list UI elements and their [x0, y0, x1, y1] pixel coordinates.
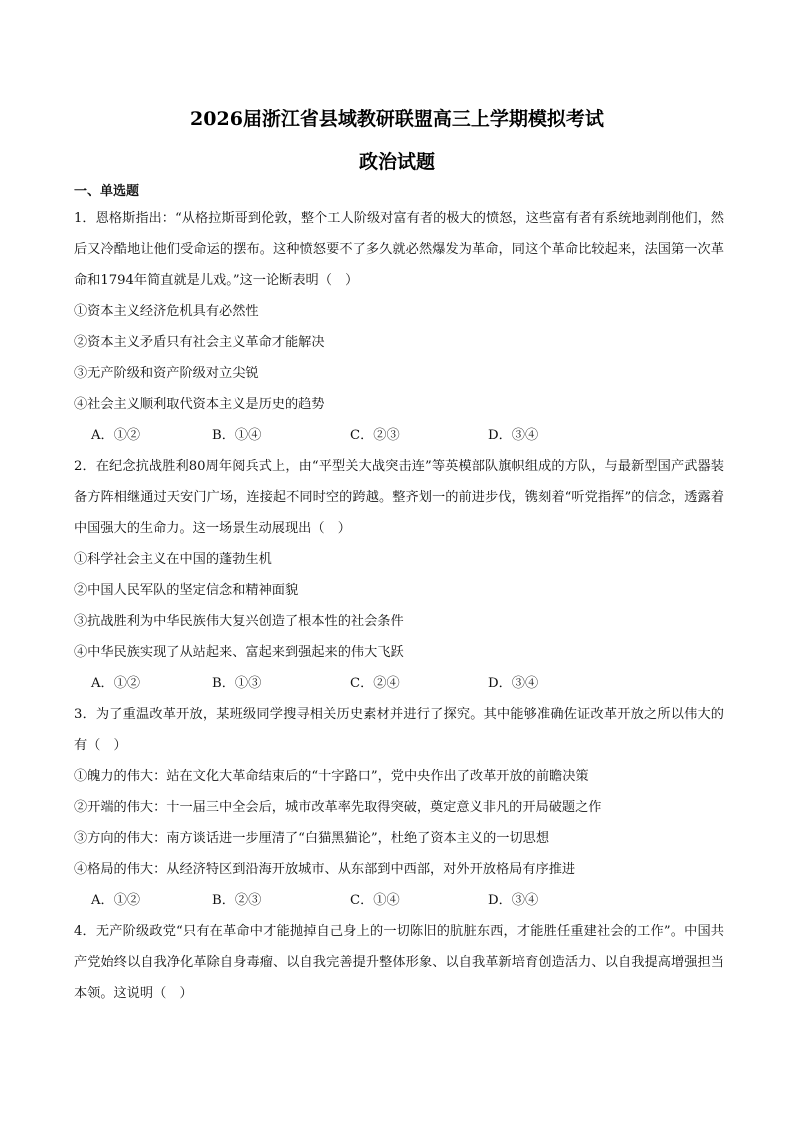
statement-item: ①科学社会主义在中国的蓬勃生机 — [74, 552, 272, 567]
question-stem: 4．无产阶级政党“只有在革命中才能抛掉自己身上的一切陈旧的肮脏东西，才能胜任重建社会的工作”。中国共产党始终以自我净化革除自身毒瘤、以自我完善提升整体形象、以自我革新培育创造活力、以自我提高增强担当本领。这说明（ ） — [74, 924, 724, 1001]
statement-item: ①资本主义经济危机具有必然性 — [74, 304, 259, 319]
statement-item: ④格局的伟大：从经济特区到沿海开放城市、从东部到中西部，对外开放格局有序推进 — [74, 862, 576, 877]
statement-item: ④中华民族实现了从站起来、富起来到强起来的伟大飞跃 — [74, 645, 404, 660]
question-stem: 2．在纪念抗战胜利80周年阅兵式上，由“平型关大战突击连”等英模部队旗帜组成的方队，与最新型国产武器装备方阵相继通过天安门广场，连接起不同时空的跨越。整齐划一的前进步伐，镌刻着“听党指挥”的信念，透露着中国强大的生命力。这一场景生动展现出（ ） — [74, 459, 724, 536]
statement-item: ③方向的伟大：南方谈话进一步厘清了“白猫黑猫论”，杜绝了资本主义的一切思想 — [74, 831, 550, 846]
statement-item: ②中国人民军队的坚定信念和精神面貌 — [74, 583, 299, 598]
choice-a[interactable]: A．①② — [91, 893, 141, 908]
question-3 — [74, 699, 724, 916]
question-2 — [74, 451, 724, 699]
question-4 — [74, 916, 724, 1009]
answer-choices — [74, 668, 724, 699]
choice-d[interactable]: D．③④ — [488, 893, 539, 908]
statement-item: ②资本主义矛盾只有社会主义革命才能解决 — [74, 335, 325, 350]
question-1 — [74, 203, 724, 451]
choice-c[interactable]: C．②③ — [350, 428, 400, 443]
question-stem: 1．恩格斯指出：“从格拉斯哥到伦敦，整个工人阶级对富有者的极大的愤怒，这些富有者有系统地剥削他们，然后又冷酷地让他们受命运的摆布。这种愤怒要不了多久就必然爆发为革命，同这个革命比较起来，法国第一次革命和1794年简直就是儿戏。”这一论断表明（ ） — [74, 211, 724, 288]
choice-d[interactable]: D．③④ — [488, 676, 539, 691]
statement-item: ①魄力的伟大：站在文化大革命结束后的“十字路口”，党中央作出了改革开放的前瞻决策 — [74, 769, 589, 784]
answer-choices — [74, 885, 724, 916]
question-list — [74, 203, 724, 1009]
choice-b[interactable]: B．①④ — [212, 428, 262, 443]
statement-item: ④社会主义顺利取代资本主义是历史的趋势 — [74, 397, 325, 412]
choice-c[interactable]: C．①④ — [350, 893, 400, 908]
choice-b[interactable]: B．②③ — [212, 893, 262, 908]
statement-item: ③无产阶级和资产阶级对立尖锐 — [74, 366, 259, 381]
statement-item: ③抗战胜利为中华民族伟大复兴创造了根本性的社会条件 — [74, 614, 404, 629]
choice-a[interactable]: A．①② — [91, 676, 141, 691]
question-stem: 3．为了重温改革开放，某班级同学搜寻相关历史素材并进行了探究。其中能够准确佐证改革开放之所以伟大的有（ ） — [74, 707, 724, 753]
section-title: 一、单选题 — [74, 184, 140, 199]
answer-choices — [74, 420, 724, 451]
exam-title: 2026届浙江省县域教研联盟高三上学期模拟考试 — [190, 108, 604, 130]
statement-item: ②开端的伟大：十一届三中全会后，城市改革率先取得突破，奠定意义非凡的开局破题之作 — [74, 800, 602, 815]
choice-c[interactable]: C．②④ — [350, 676, 400, 691]
choice-a[interactable]: A．①② — [91, 428, 141, 443]
choice-d[interactable]: D．③④ — [488, 428, 539, 443]
exam-subtitle: 政治试题 — [358, 151, 435, 173]
choice-b[interactable]: B．①③ — [212, 676, 262, 691]
